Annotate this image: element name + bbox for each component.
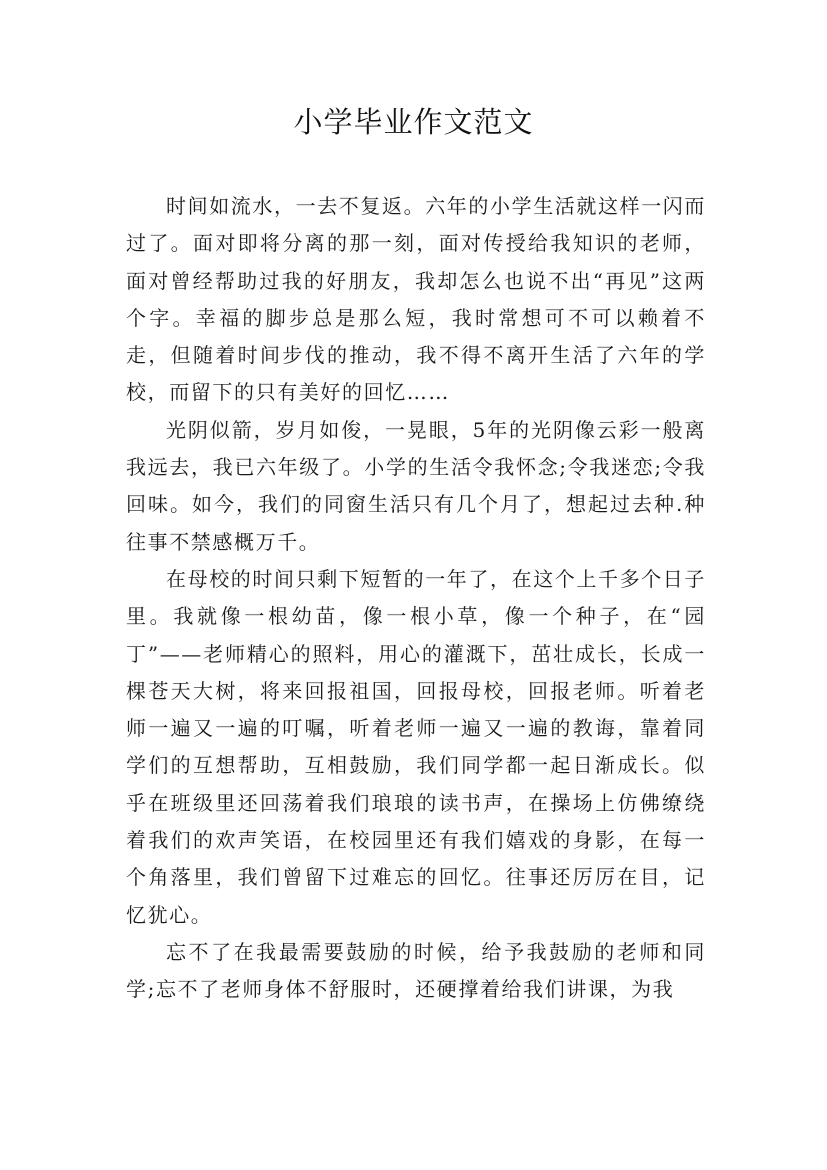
paragraph-1: 时间如流水，一去不复返。六年的小学生活就这样一闪而过了。面对即将分离的那一刻，面对传授给我知识的老师，面对曾经帮助过我的好朋友，我却怎么也说不出“再见”这两个字。幸福的脚步总是那么短，我时常想可不可以赖着不走，但随着时间步伐的推动，我不得不离开生活了六年的学校，而留下的只有美好的回忆……: [126, 194, 706, 405]
paragraph-2: 光阴似箭，岁月如俊，一晃眼，5年的光阴像云彩一般离我远去，我已六年级了。小学的生活令我怀念;令我迷恋;令我回味。如今，我们的同窗生活只有几个月了，想起过去种.种往事不禁感概万千。: [126, 417, 706, 554]
document-body: [126, 188, 706, 1009]
paragraph-4: 忘不了在我最需要鼓励的时候，给予我鼓励的老师和同学;忘不了老师身体不舒服时，还硬撑着给我们讲课，为我: [126, 939, 706, 1002]
document-title: 小学毕业作文范文: [293, 105, 534, 139]
paragraph-3: 在母校的时间只剩下短暂的一年了，在这个上千多个日子里。我就像一根幼苗，像一根小草，像一个种子，在“园丁”——老师精心的照料，用心的灌溉下，茁壮成长，长成一棵苍天大树，将来回报祖国，回报母校，回报老师。听着老师一遍又一遍的叮嘱，听着老师一遍又一遍的教诲，靠着同学们的互想帮助，互相鼓励，我们同学都一起日渐成长。似乎在班级里还回荡着我们琅琅的读书声，在操场上仿佛缭绕着我们的欢声笑语，在校园里还有我们嬉戏的身影，在每一个角落里，我们曾留下过难忘的回忆。往事还厉厉在目，记忆犹心。: [126, 566, 706, 927]
